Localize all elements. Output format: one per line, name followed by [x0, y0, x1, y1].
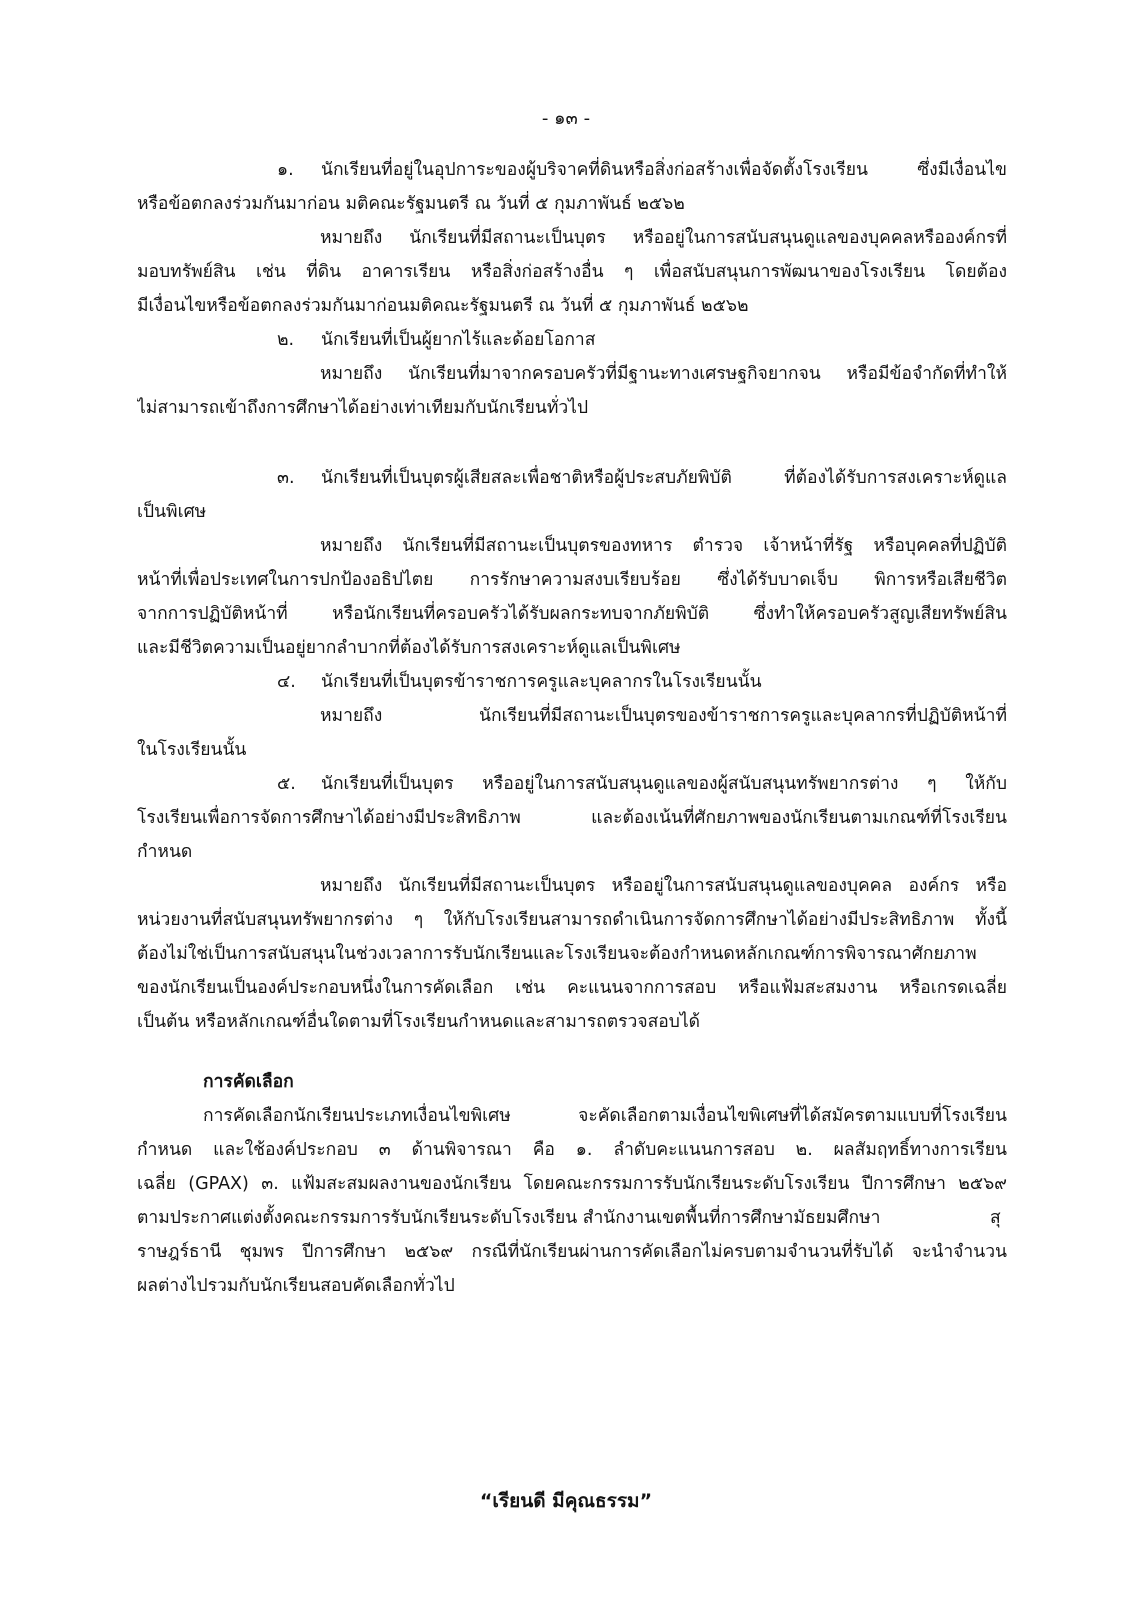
item-1-definition-line-1: หมายถึง นักเรียนที่มีสถานะเป็นบุตร หรืออยู่ในการสนับสนุนดูแลของบุคคลหรือองค์กรที่ — [320, 228, 1007, 248]
item-5-definition-line-1: หมายถึง นักเรียนที่มีสถานะเป็นบุตร หรืออยู่ในการสนับสนุนดูแลของบุคคล องค์กร หรือ — [320, 876, 1007, 896]
selection-heading: การคัดเลือก — [203, 1072, 294, 1092]
item-3-number: ๓. — [277, 468, 295, 488]
footer-motto: “เรียนดี มีคุณธรรม” — [479, 1490, 653, 1512]
item-2-number: ๒. — [277, 330, 295, 350]
item-3-definition-line-2: หน้าที่เพื่อประเทศในการปกป้องอธิปไตย การรักษาความสงบเรียบร้อย ซึ่งได้รับบาดเจ็บ พิการหรือเสียชีวิต — [137, 570, 1007, 590]
item-1-title-line-2: หรือข้อตกลงร่วมกันมาก่อน มติคณะรัฐมนตรี ณ วันที่ ๕ กุมภาพันธ์ ๒๕๖๒ — [137, 194, 685, 214]
selection-line-6: ผลต่างไปรวมกับนักเรียนสอบคัดเลือกทั่วไป — [137, 1276, 455, 1296]
item-2-title-line-1: ๒. นักเรียนที่เป็นผู้ยากไร้และด้อยโอกาส — [137, 323, 1007, 357]
item-4-definition-line-1: หมายถึง นักเรียนที่มีสถานะเป็นบุตรของข้าราชการครูและบุคลากรที่ปฏิบัติหน้าที่ — [320, 706, 1007, 726]
selection-line-1: การคัดเลือกนักเรียนประเภทเงื่อนไขพิเศษ จะคัดเลือกตามเงื่อนไขพิเศษที่ได้สมัครตามแบบที่โรงเรียน — [203, 1106, 1007, 1126]
item-1-definition-line-2: มอบทรัพย์สิน เช่น ที่ดิน อาคารเรียน หรือสิ่งก่อสร้างอื่น ๆ เพื่อสนับสนุนการพัฒนาของโรงเรียน โดยต้อง — [137, 262, 1007, 282]
item-2-definition-line-1: หมายถึง นักเรียนที่มาจากครอบครัวที่มีฐานะทางเศรษฐกิจยากจน หรือมีข้อจำกัดที่ทำให้ — [320, 364, 1007, 384]
item-5-definition-line-5: เป็นต้น หรือหลักเกณฑ์อื่นใดตามที่โรงเรียนกำหนดและสามารถตรวจสอบได้ — [137, 1012, 701, 1032]
item-2-definition-line-2: ไม่สามารถเข้าถึงการศึกษาได้อย่างเท่าเทียมกับนักเรียนทั่วไป — [137, 398, 589, 418]
selection-line-4-tail: สุ — [990, 1208, 1001, 1228]
item-5-title-line-3: กำหนด — [137, 842, 193, 862]
selection-line-2: กำหนด และใช้องค์ประกอบ ๓ ด้านพิจารณา คือ ๑. ลำดับคะแนนการสอบ ๒. ผลสัมฤทธิ์ทางการเรียน — [137, 1140, 1007, 1160]
item-4-title-line-1: ๔. นักเรียนที่เป็นบุตรข้าราชการครูและบุคลากรในโรงเรียนนั้น — [137, 665, 1007, 699]
item-3-definition-line-4: และมีชีวิตความเป็นอยู่ยากลำบากที่ต้องได้รับการสงเคราะห์ดูแลเป็นพิเศษ — [137, 638, 681, 658]
item-1-definition-line-3: มีเงื่อนไขหรือข้อตกลงร่วมกันมาก่อนมติคณะรัฐมนตรี ณ วันที่ ๕ กุมภาพันธ์ ๒๕๖๒ — [137, 296, 749, 316]
selection-line-4: ตามประกาศแต่งตั้งคณะกรรมการรับนักเรียนระดับโรงเรียน สำนักงานเขตพื้นที่การศึกษามัธยมศึกษา — [137, 1208, 881, 1228]
selection-line-3: เฉลี่ย (GPAX) ๓. แฟ้มสะสมผลงานของนักเรียน โดยคณะกรรมการรับนักเรียนระดับโรงเรียน ปีการศึกษา ๒๕๖๙ — [137, 1174, 1007, 1194]
item-3-title-line-2: เป็นพิเศษ — [137, 502, 207, 522]
item-5-definition-line-2: หน่วยงานที่สนับสนุนทรัพยากรต่าง ๆ ให้กับโรงเรียนสามารถดำเนินการจัดการศึกษาได้อย่างมีประสิทธิภาพ ทั้งนี้ — [137, 910, 1007, 930]
item-5-number: ๕. — [277, 774, 296, 794]
item-4-definition-line-2: ในโรงเรียนนั้น — [137, 740, 247, 760]
item-3-definition-line-3: จากการปฏิบัติหน้าที่ หรือนักเรียนที่ครอบครัวได้รับผลกระทบจากภัยพิบัติ ซึ่งทำให้ครอบครัวสูญเสียทรัพย์สิน — [137, 604, 1007, 624]
item-5-title-line-1: ๕. นักเรียนที่เป็นบุตร หรืออยู่ในการสนับสนุนดูแลของผู้สนับสนุนทรัพยากรต่าง ๆ ให้กับ — [137, 767, 1007, 801]
page-number: - ๑๓ - — [541, 108, 591, 129]
selection-line-5: ราษฎร์ธานี ชุมพร ปีการศึกษา ๒๕๖๙ กรณีที่นักเรียนผ่านการคัดเลือกไม่ครบตามจำนวนที่รับได้ จะนำจำนวน — [137, 1242, 1007, 1262]
item-1-title-line-1: ๑. นักเรียนที่อยู่ในอุปการะของผู้บริจาคที่ดินหรือสิ่งก่อสร้างเพื่อจัดตั้งโรงเรียน ซึ่งมีเงื่อนไข — [137, 153, 1007, 187]
item-5-definition-line-3: ต้องไม่ใช่เป็นการสนับสนุนในช่วงเวลาการรับนักเรียนและโรงเรียนจะต้องกำหนดหลักเกณฑ์การพิจารณาศักยภาพ — [137, 944, 977, 964]
item-1-number: ๑. — [277, 160, 294, 180]
item-3-title-line-1: ๓. นักเรียนที่เป็นบุตรผู้เสียสละเพื่อชาติหรือผู้ประสบภัยพิบัติ ที่ต้องได้รับการสงเคราะห์ดูแล — [137, 461, 1007, 495]
item-4-number: ๔. — [277, 672, 296, 692]
item-3-definition-line-1: หมายถึง นักเรียนที่มีสถานะเป็นบุตรของทหาร ตำรวจ เจ้าหน้าที่รัฐ หรือบุคคลที่ปฏิบัติ — [320, 536, 1007, 556]
item-5-definition-line-4: ของนักเรียนเป็นองค์ประกอบหนึ่งในการคัดเลือก เช่น คะแนนจากการสอบ หรือแฟ้มสะสมงาน หรือเกรดเฉลี่ย — [137, 978, 1007, 998]
item-5-title-line-2: โรงเรียนเพื่อการจัดการศึกษาได้อย่างมีประสิทธิภาพ และต้องเน้นที่ศักยภาพของนักเรียนตามเกณฑ์ที่โรงเรียน — [137, 808, 1007, 828]
